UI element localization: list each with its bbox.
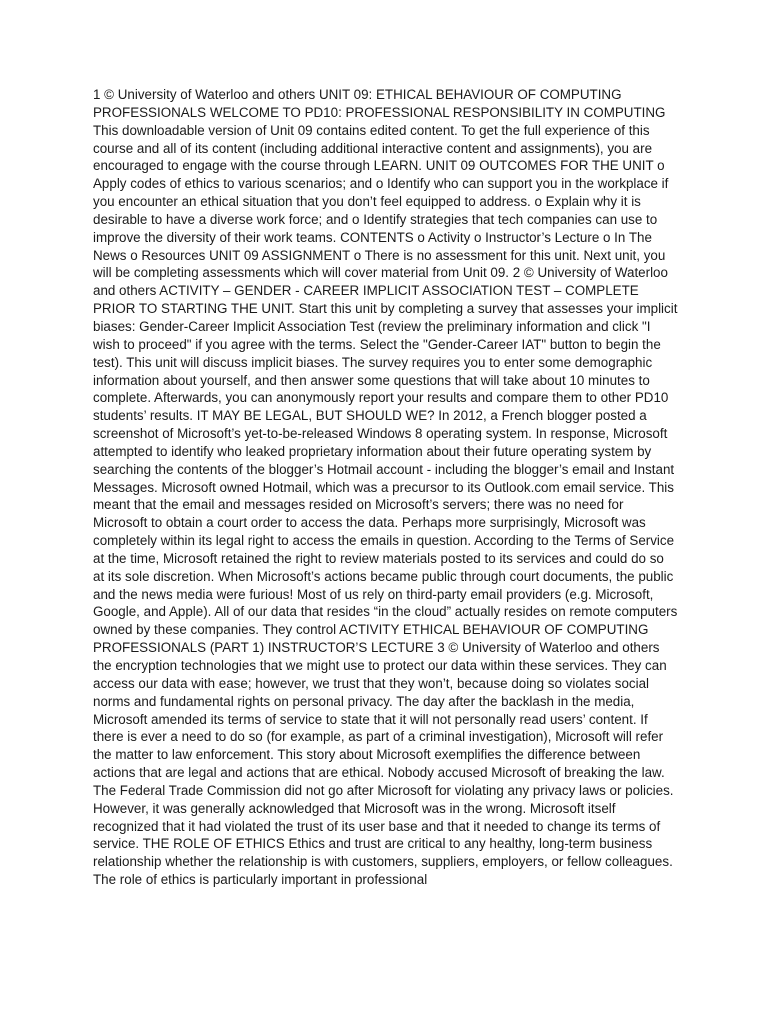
document-body-text: 1 © University of Waterloo and others UNIT 09: ETHICAL BEHAVIOUR OF COMPUTING PROFESSIONALS WELCOME TO PD10: PROFESSIONAL RESPONSIBILITY IN COMPUTING This downloadable version of Unit 09 contains edited content. To get the full experience of this course and all of its content (including additional interactive content and assignments), you are encouraged to engage with the course through LEARN. UNIT 09 OUTCOMES FOR THE UNIT o Apply codes of ethics to various scenarios; and o Identify who can support you in the workplace if you encounter an ethical situation that you don’t feel equipped to address. o Explain why it is desirable to have a diverse work force; and o Identify strategies that tech companies can use to improve the diversity of their work teams. CONTENTS o Activity o Instructor’s Lecture o In The News o Resources UNIT 09 ASSIGNMENT o There is no assessment for this unit. Next unit, you will be completing assessments which will cover material from Unit 09. 2 © University of Waterloo and others ACTIVITY – GENDER - CAREER IMPLICIT ASSOCIATION TEST – COMPLETE PRIOR TO STARTING THE UNIT. Start this unit by completing a survey that assesses your implicit biases: Gender-Career Implicit Association Test (review the preliminary information and click "I wish to proceed" if you agree with the terms. Select the "Gender-Career IAT" button to begin the test). This unit will discuss implicit biases. The survey requires you to enter some demographic information about yourself, and then answer some questions that will take about 10 minutes to complete. Afterwards, you can anonymously report your results and compare them to other PD10 students’ results. IT MAY BE LEGAL, BUT SHOULD WE? In 2012, a French blogger posted a screenshot of Microsoft’s yet-to-be-released Windows 8 operating system. In response, Microsoft attempted to identify who leaked proprietary information about their future operating system by searching the contents of the blogger’s Hotmail account - including the blogger’s email and Instant Messages. Microsoft owned Hotmail, which was a precursor to its Outlook.com email service. This meant that the email and messages resided on Microsoft’s servers; there was no need for Microsoft to obtain a court order to access the data. Perhaps more surprisingly, Microsoft was completely within its legal right to access the emails in question. According to the Terms of Service at the time, Microsoft retained the right to review materials posted to its services and could do so at its sole discretion. When Microsoft’s actions became public through court documents, the public and the news media were furious! Most of us rely on third-party email providers (e.g. Microsoft, Google, and Apple). All of our data that resides “in the cloud” actually resides on remote computers owned by these companies. They control ACTIVITY ETHICAL BEHAVIOUR OF COMPUTING PROFESSIONALS (PART 1) INSTRUCTOR’S LECTURE 3 © University of Waterloo and others the encryption technologies that we might use to protect our data within these services. They can access our data with ease; however, we trust that they won’t, because doing so violates social norms and fundamental rights on personal privacy. The day after the backlash in the media, Microsoft amended its terms of service to state that it will not personally read users’ content. If there is ever a need to do so (for example, as part of a criminal investigation), Microsoft will refer the matter to law enforcement. This story about Microsoft exemplifies the difference between actions that are legal and actions that are ethical. Nobody accused Microsoft of breaking the law. The Federal Trade Commission did not go after Microsoft for violating any privacy laws or policies. However, it was generally acknowledged that Microsoft was in the wrong. Microsoft itself recognized that it had violated the trust of its user base and that it needed to change its terms of service. THE ROLE OF ETHICS Ethics and trust are critical to any healthy, long-term business relationship whether the relationship is with customers, suppliers, employers, or fellow colleagues. The role of ethics is particularly important in professional — [93, 87, 678, 888]
